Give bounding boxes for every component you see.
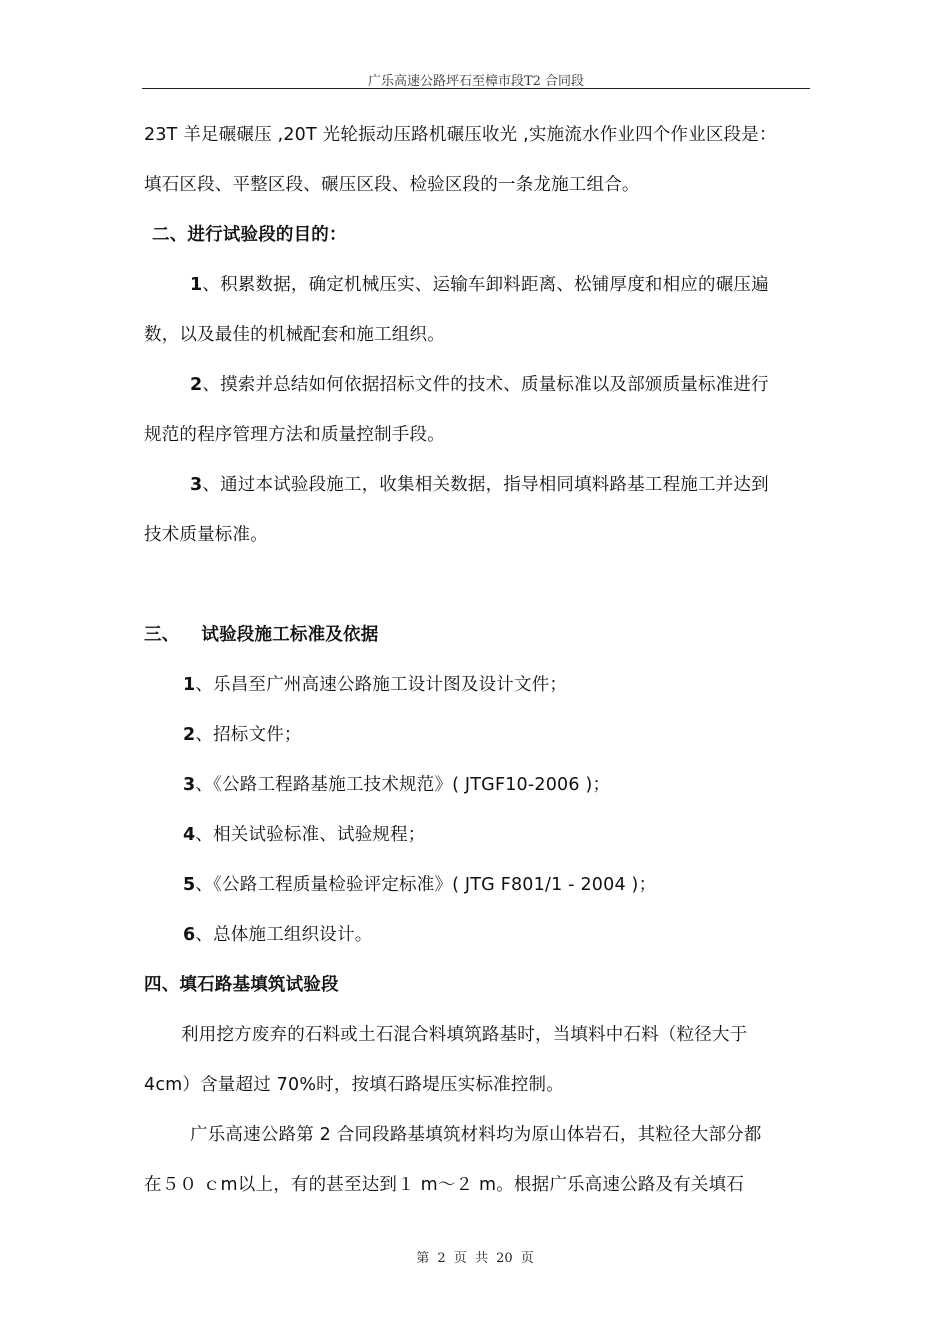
item-text: 、《公路工程质量检验评定标准》( JTG F801/1 - 2004 )；	[195, 875, 657, 895]
footer-label: 第	[416, 1251, 430, 1266]
body-line: 广乐高速公路第 2 合同段路基填筑材料均为原山体岩石，其粒径大部分都	[190, 1125, 762, 1145]
item-number: 1	[183, 675, 196, 695]
item-text: 、摸索并总结如何依据招标文件的技术、质量标准以及部颁质量标准进行	[202, 375, 769, 395]
item-number: 3	[183, 775, 196, 795]
list-item-1-line-2: 数，以及最佳的机械配套和施工组织。	[144, 325, 445, 345]
item-number: 5	[183, 875, 196, 895]
item-text: 、乐昌至广州高速公路施工设计图及设计文件；	[195, 675, 568, 695]
body-line: 利用挖方废弃的石料或土石混合料填筑路基时，当填料中石料（粒径大于	[181, 1025, 748, 1045]
list-item-2-line-2: 规范的程序管理方法和质量控制手段。	[144, 425, 445, 445]
list-item-3-line-1	[190, 472, 860, 498]
item-number: 6	[183, 925, 196, 945]
standard-item-2	[183, 722, 853, 748]
body-line: 在５０ ｃm以上，有的甚至达到１ m～２ m。根据广乐高速公路及有关填石	[144, 1175, 745, 1195]
item-number: 4	[183, 825, 196, 845]
section-heading-2: 二、进行试验段的目的：	[152, 225, 347, 245]
footer-label: 共	[474, 1251, 488, 1266]
body-line: 填石区段、平整区段、碾压区段、检验区段的一条龙施工组合。	[144, 175, 640, 195]
item-number: 3	[190, 475, 203, 495]
section-heading-3	[144, 622, 814, 648]
standard-item-5	[183, 872, 853, 898]
body-line: 4cm）含量超过 70%时，按填石路堤压实标准控制。	[144, 1075, 564, 1095]
list-item-2-line-1	[190, 372, 860, 398]
item-text: 、通过本试验段施工，收集相关数据，指导相同填料路基工程施工并达到	[202, 475, 769, 495]
section-number: 三、	[144, 625, 180, 645]
standard-item-1	[183, 672, 853, 698]
list-item-1-line-1	[190, 272, 860, 298]
standard-item-3	[183, 772, 853, 798]
item-text: 、总体施工组织设计。	[195, 925, 373, 945]
standard-item-4	[183, 822, 853, 848]
footer-label: 页	[453, 1251, 467, 1266]
total-pages: 20	[496, 1251, 513, 1266]
body-line: 23T 羊足碾碾压 ,20T 光轮振动压路机碾压收光 ,实施流水作业四个作业区段是：	[144, 125, 777, 145]
list-item-3-line-2: 技术质量标准。	[144, 525, 268, 545]
header-rule	[142, 88, 810, 89]
item-number: 2	[183, 725, 196, 745]
section-heading-4: 四、填石路基填筑试验段	[144, 975, 339, 995]
item-text: 、《公路工程路基施工技术规范》( JTGF10-2006 )；	[195, 775, 611, 795]
item-number: 1	[190, 275, 203, 295]
page-header-title: 广乐高速公路坪石至樟市段T2 合同段	[367, 74, 585, 89]
standard-item-6	[183, 922, 853, 948]
item-text: 、招标文件；	[195, 725, 302, 745]
section-title: 试验段施工标准及依据	[201, 625, 379, 645]
footer-label: 页	[520, 1251, 534, 1266]
item-text: 、积累数据，确定机械压实、运输车卸料距离、松铺厚度和相应的碾压遍	[202, 275, 769, 295]
page-number: 2	[437, 1251, 446, 1266]
page-footer	[0, 1247, 950, 1266]
item-text: 、相关试验标准、试验规程；	[195, 825, 426, 845]
item-number: 2	[190, 375, 203, 395]
